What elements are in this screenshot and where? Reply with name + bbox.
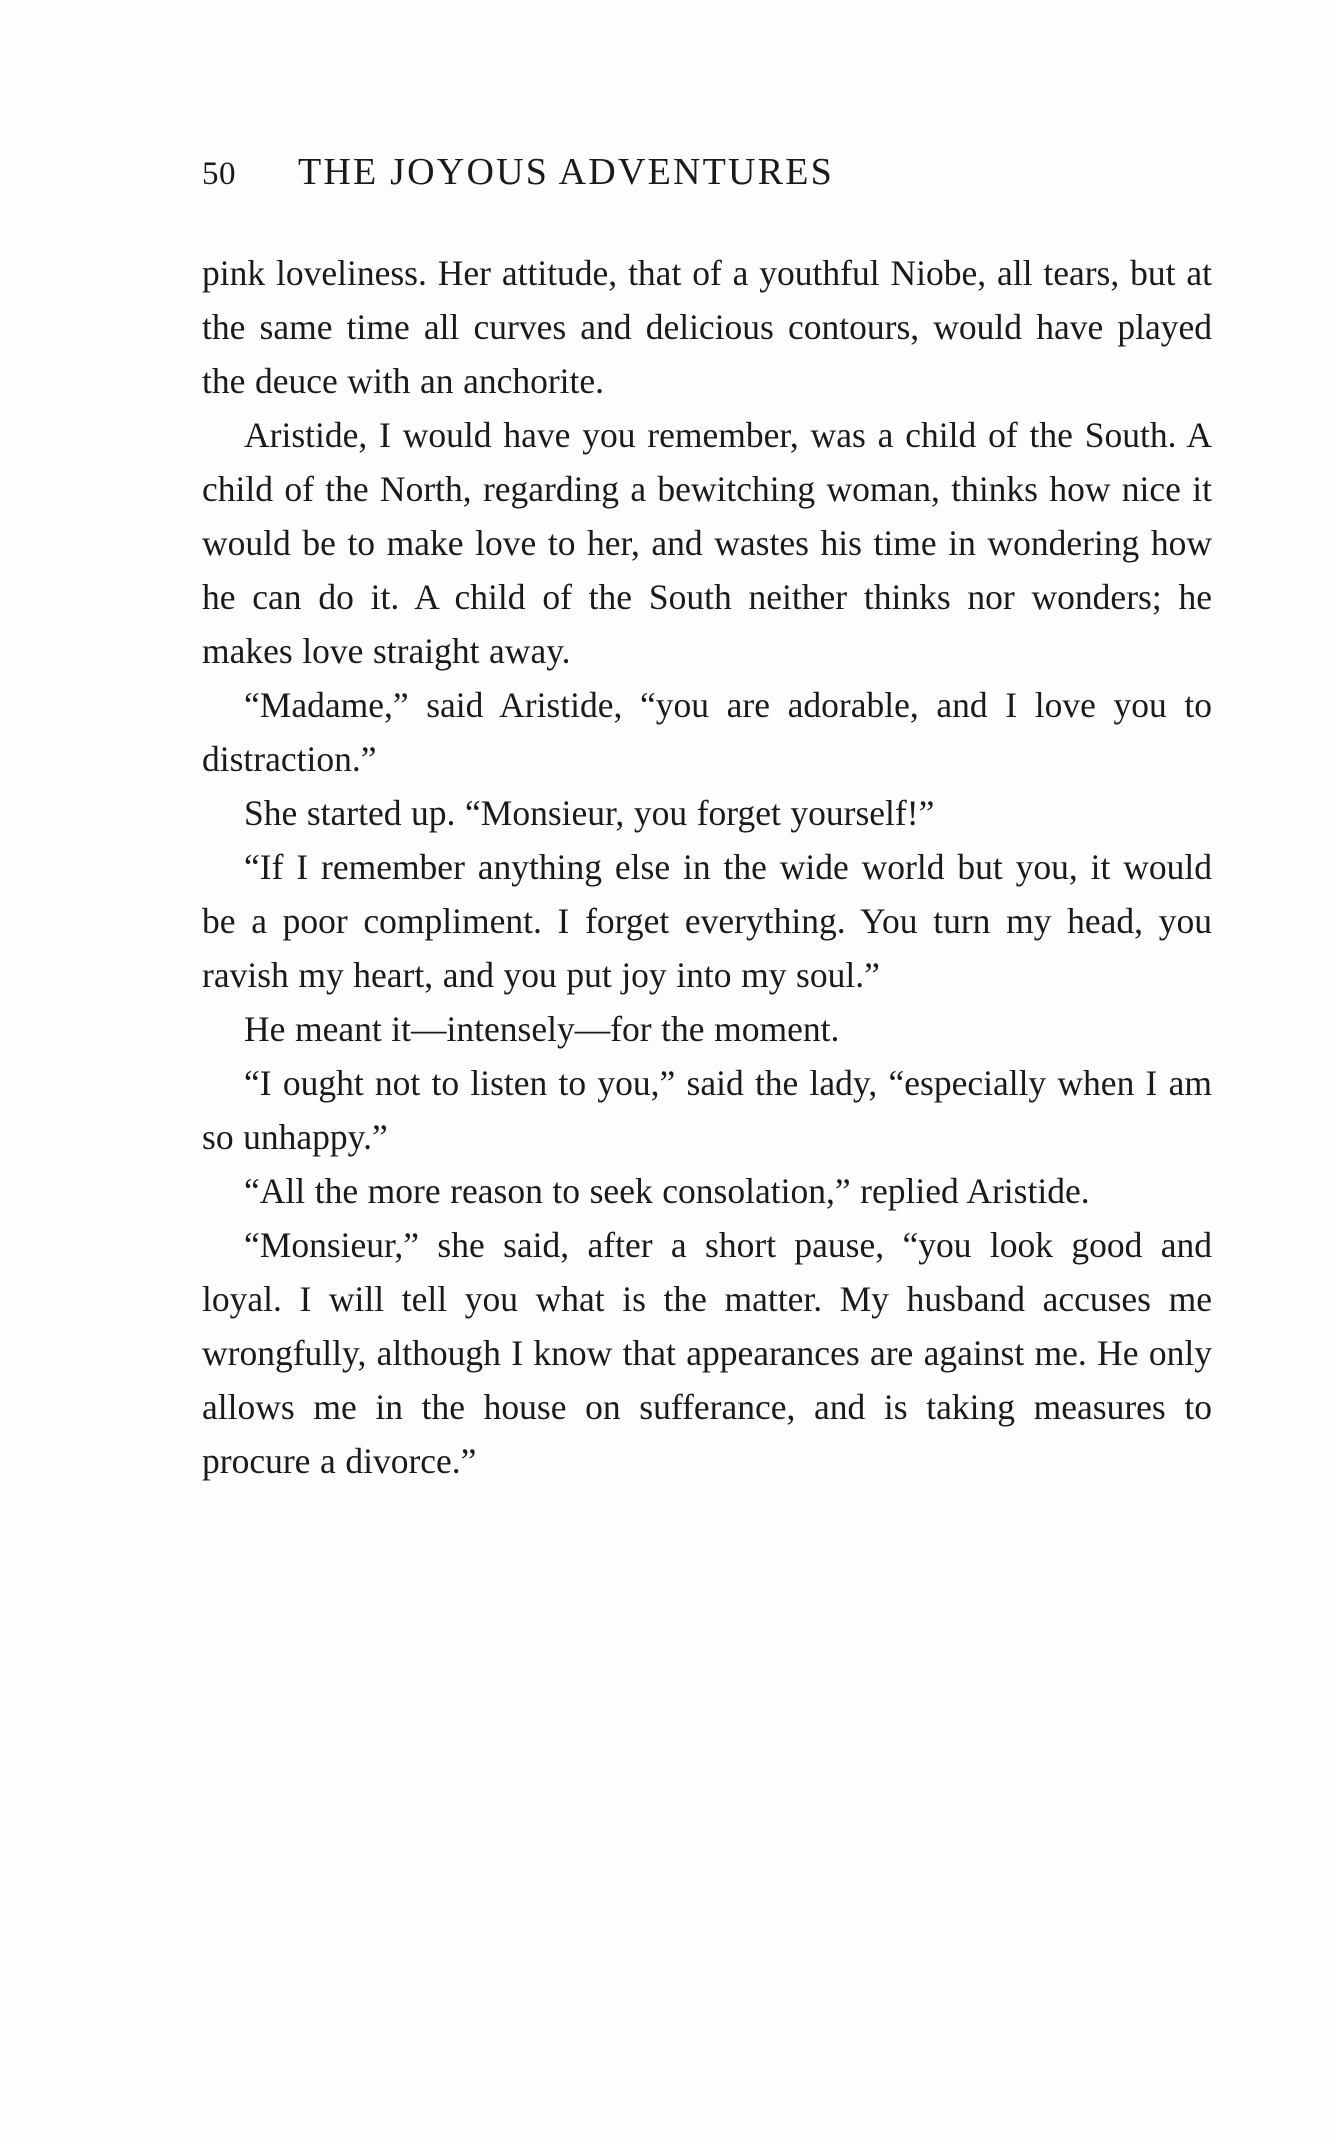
running-head (202, 150, 1212, 194)
paragraph: “Monsieur,” she said, after a short pause, “you look good and loyal. I will tell you what is the matter. My husband accuses me wrongfully, although I know that appearances are against me. He only allows me in the house on sufferance, and is taking measures to procure a divorce.” (202, 1225, 1212, 1481)
paragraph: “All the more reason to seek consolation,” replied Aristide. (244, 1171, 1090, 1211)
paragraph: “If I remember anything else in the wide world but you, it would be a poor compliment. I forget everything. You turn my head, you ravish my heart, and you put joy into my soul.” (202, 847, 1212, 995)
running-title: THE JOYOUS ADVENTURES (298, 151, 834, 193)
paragraph: “Madame,” said Aristide, “you are adorable, and I love you to distraction.” (202, 685, 1212, 779)
body-text (202, 246, 1212, 1488)
paragraph: She started up. “Monsieur, you forget yourself!” (244, 793, 935, 833)
paragraph: “I ought not to listen to you,” said the lady, “especially when I am so unhappy.” (202, 1063, 1212, 1157)
paragraph: pink loveliness. Her attitude, that of a youthful Niobe, all tears, but at the same time all curves and delicious contours, would have played the deuce with an anchorite. (202, 253, 1212, 401)
paragraph: He meant it—intensely—for the moment. (244, 1009, 840, 1049)
paragraph: Aristide, I would have you remember, was a child of the South. A child of the North, regarding a bewitching woman, thinks how nice it would be to make love to her, and wastes his time in wondering how he can do it. A child of the South neither thinks nor wonders; he makes love straight away. (202, 415, 1212, 671)
page-number: 50 (202, 156, 236, 192)
page-text-block (202, 150, 1212, 1488)
